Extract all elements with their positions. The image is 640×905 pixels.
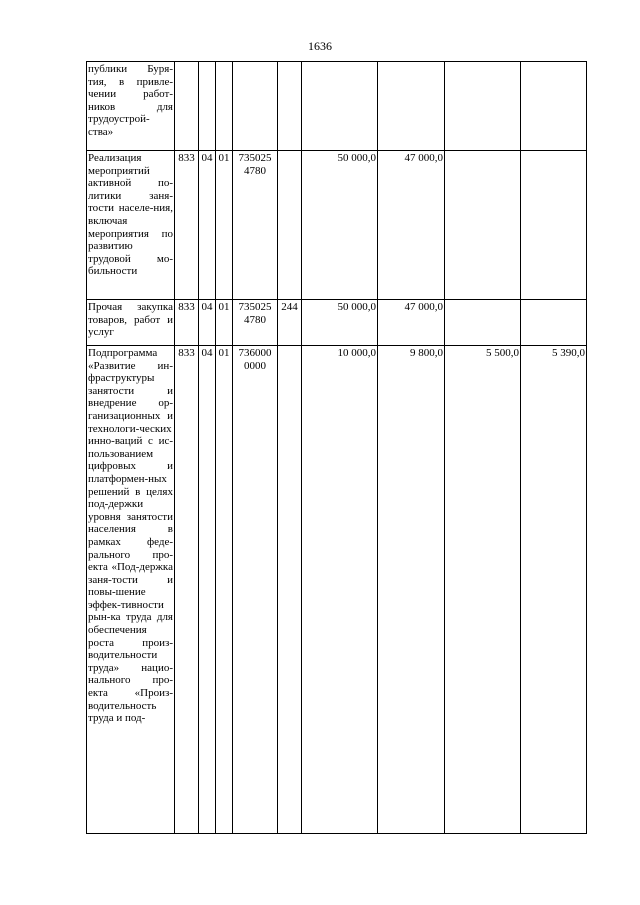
row-name: Прочая закупка товаров, работ и услуг <box>87 300 175 346</box>
target-article-cell <box>233 346 278 834</box>
subsection-code: 01 <box>216 151 233 300</box>
admin-code <box>175 62 199 151</box>
value-2: 47 000,0 <box>378 151 445 300</box>
value-2: 9 800,0 <box>378 346 445 834</box>
row-name: Реализация мероприятий активной по-литики заня-тости населе-ния, включая мероприятия по развитию трудовой мо-бильности <box>87 151 175 300</box>
section-code <box>199 62 216 151</box>
value-2 <box>378 62 445 151</box>
value-4 <box>521 300 587 346</box>
value-1 <box>302 62 378 151</box>
section-code: 04 <box>199 346 216 834</box>
row-name: Подпрограмма «Развитие ин-фраструктуры занятости и внедрение ор-ганизационных и технологи-ческих инно-ваций с ис-пользованием цифровых и платформен-ных решений в целях под-держки уровня занятости населения в рамках феде-рального про-екта «Под-держка заня-тости и повы-шение эффек-тивности рын-ка труда для обеспечения роста произ-водительности труда» нацио-нального про-екта «Произ-водительность труда и под- <box>87 346 175 834</box>
expense-type <box>278 62 302 151</box>
table-row <box>87 346 587 834</box>
admin-code: 833 <box>175 151 199 300</box>
budget-table <box>86 61 587 834</box>
value-1: 10 000,0 <box>302 346 378 834</box>
value-1: 50 000,0 <box>302 151 378 300</box>
section-code: 04 <box>199 151 216 300</box>
target-article: 735025 4780 <box>238 301 272 326</box>
target-article-cell <box>233 62 278 151</box>
subsection-code: 01 <box>216 300 233 346</box>
value-4 <box>521 62 587 151</box>
subsection-code <box>216 62 233 151</box>
subsection-code: 01 <box>216 346 233 834</box>
value-2: 47 000,0 <box>378 300 445 346</box>
value-3 <box>445 62 521 151</box>
admin-code: 833 <box>175 346 199 834</box>
table-row <box>87 62 587 151</box>
value-3 <box>445 151 521 300</box>
row-name: публики Буря-тия, в привле-чении работ-ников для трудоустрой-ства» <box>87 62 175 151</box>
value-1: 50 000,0 <box>302 300 378 346</box>
value-3 <box>445 300 521 346</box>
target-article-cell <box>233 300 278 346</box>
expense-type <box>278 346 302 834</box>
target-article: 736000 0000 <box>238 347 272 372</box>
expense-type <box>278 151 302 300</box>
target-article-cell <box>233 151 278 300</box>
value-4 <box>521 151 587 300</box>
admin-code: 833 <box>175 300 199 346</box>
value-3: 5 500,0 <box>445 346 521 834</box>
section-code: 04 <box>199 300 216 346</box>
value-4: 5 390,0 <box>521 346 587 834</box>
table-row <box>87 300 587 346</box>
page-number: 1636 <box>308 39 332 53</box>
target-article: 735025 4780 <box>238 152 272 177</box>
expense-type: 244 <box>278 300 302 346</box>
table-row <box>87 151 587 300</box>
